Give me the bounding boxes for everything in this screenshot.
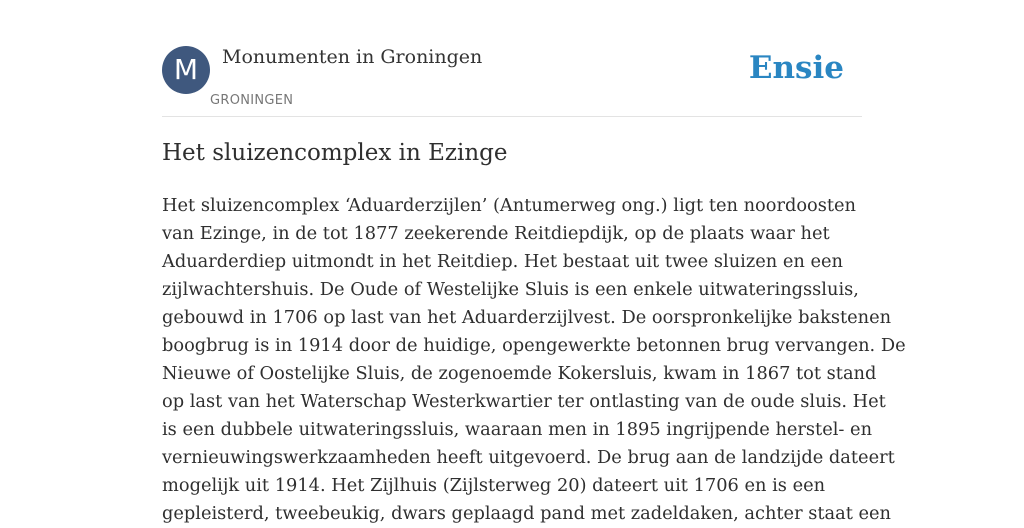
- article-body: [162, 192, 906, 528]
- author-name[interactable]: Monumenten in Groningen: [222, 46, 483, 68]
- body-line: gebouwd in 1706 op last van het Aduarderzijlvest. De oorspronkelijke bakstenen: [162, 307, 892, 328]
- body-line: is een dubbele uitwateringssluis, waaraan men in 1895 ingrijpende herstel- en: [162, 419, 873, 440]
- body-line: Nieuwe of Oostelijke Sluis, de zogenoemde Kokersluis, kwam in 1867 tot stand: [162, 363, 877, 384]
- category-label[interactable]: GRONINGEN: [210, 93, 294, 108]
- body-line: Het sluizencomplex ‘Aduarderzijlen’ (Antumerweg ong.) ligt ten noordoosten: [162, 195, 856, 216]
- article-title: Het sluizencomplex in Ezinge: [162, 140, 508, 166]
- article-header: [162, 46, 862, 117]
- ensie-logo[interactable]: Ensie: [748, 50, 844, 86]
- body-line: van Ezinge, in de tot 1877 zeekerende Reitdiepdijk, op de plaats waar het: [162, 223, 830, 244]
- body-line: op last van het Waterschap Westerkwartier ter ontlasting van de oude sluis. Het: [162, 391, 886, 412]
- body-line: vernieuwingswerkzaamheden heeft uitgevoerd. De brug aan de landzijde dateert: [162, 447, 895, 468]
- author-avatar[interactable]: M: [162, 46, 210, 94]
- body-line: Aduarderdiep uitmondt in het Reitdiep. Het bestaat uit twee sluizen en een: [162, 251, 843, 272]
- body-line: mogelijk uit 1914. Het Zijlhuis (Zijlsterweg 20) dateert uit 1706 en is een: [162, 475, 826, 496]
- body-line: zijlwachtershuis. De Oude of Westelijke Sluis is een enkele uitwateringssluis,: [162, 279, 859, 300]
- body-line: gepleisterd, tweebeukig, dwars geplaagd pand met zadeldaken, achter staat een: [162, 503, 892, 524]
- body-line: boogbrug is in 1914 door de huidige, opengewerkte betonnen brug vervangen. De: [162, 335, 906, 356]
